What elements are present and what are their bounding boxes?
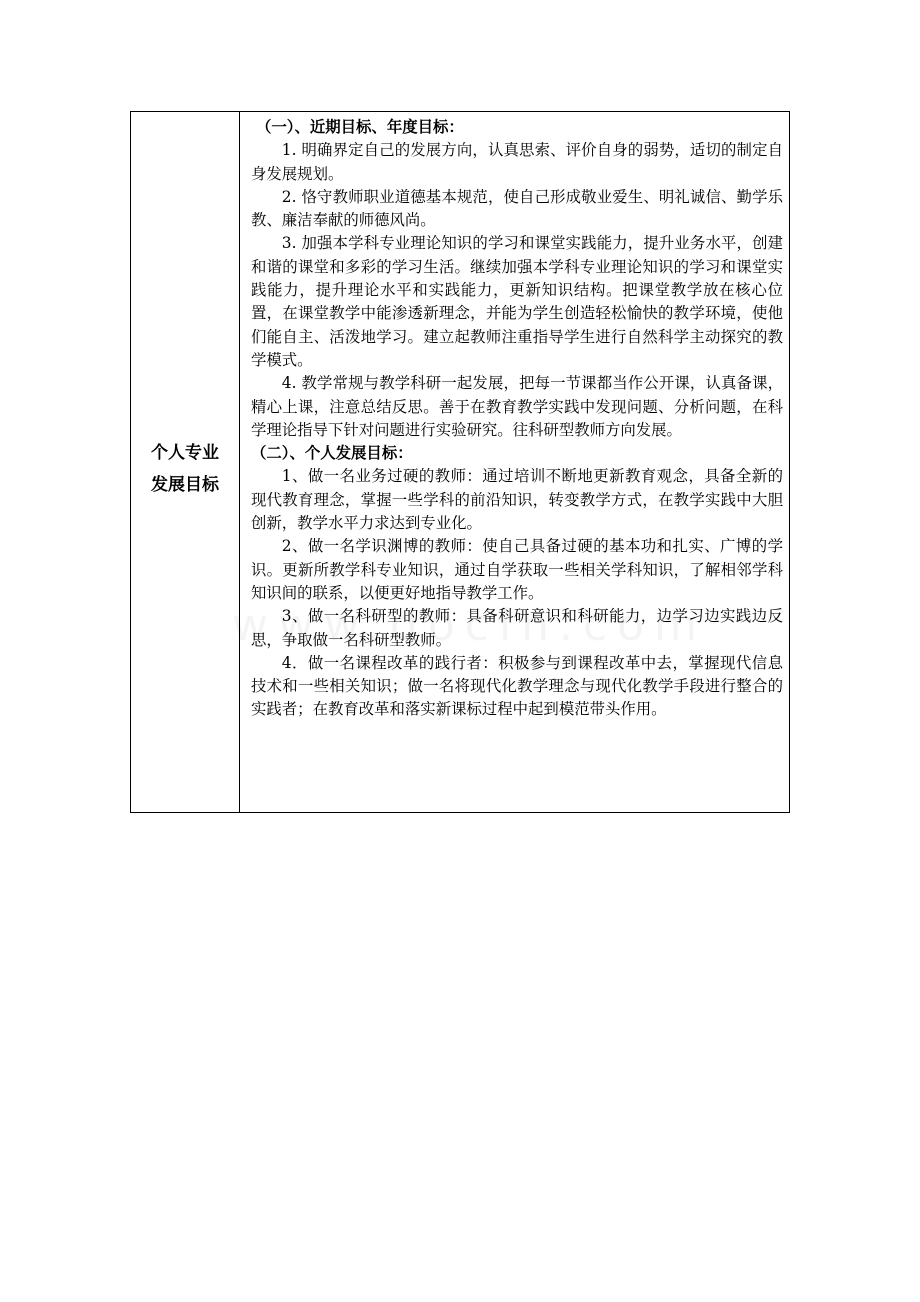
- section-heading-near-term: （一）、近期目标、年度目标：: [256, 118, 464, 136]
- personal-goal-1: 1、做一名业务过硬的教师：通过培训不断地更新教育观念，具备全新的现代教育理念，掌握一些学科的前沿知识，转变教学方式，在教学实践中大胆创新，教学水平力求达到专业化。: [251, 467, 783, 533]
- personal-goal-2: 2、做一名学识渊博的教师：使自己具备过硬的基本功和扎实、广博的学识。更新所教学科专业知识，通过自学获取一些相关学科知识，了解相邻学科知识间的联系，以便更好地指导教学工作。: [251, 537, 783, 602]
- row-label-line-2: 发展目标: [151, 475, 219, 495]
- near-term-goal-2: 2. 恪守教师职业道德基本规范，使自己形成敬业爱生、明礼诚信、勤学乐教、廉洁奉献的师德风尚。: [251, 187, 783, 230]
- personal-goal-4: 4．做一名课程改革的践行者：积极参与到课程改革中去，掌握现代信息技术和一些相关知识；做一名将现代化教学理念与现代化教学手段进行整合的实践者；在教育改革和落实新课标过程中起到模范带头作用。: [251, 653, 783, 719]
- personal-goal-3: 3、做一名科研型的教师：具备科研意识和科研能力，边学习边实践边反思，争取做一名科研型教师。: [251, 607, 783, 649]
- content-cell: [240, 112, 789, 812]
- near-term-goal-1: 1. 明确界定自己的发展方向，认真思索、评价自身的弱势，适切的制定自身发展规划。: [251, 141, 783, 183]
- near-term-goal-4: 4. 教学常规与教学科研一起发展，把每一节课都当作公开课，认真备课，精心上课，注意总结反思。善于在教育教学实践中发现问题、分析问题，在科学理论指导下针对问题进行实验研究。往科研型教师方向发展。: [251, 374, 783, 439]
- goals-table: [130, 111, 790, 813]
- near-term-goal-3: 3. 加强本学科专业理论知识的学习和课堂实践能力，提升业务水平，创建和谐的课堂和多彩的学习生活。继续加强本学科专业理论知识的学习和课堂实践能力，提升理论水平和实践能力，更新知识结构。把课堂教学放在核心位置，在课堂教学中能渗透新理念，并能为学生创造轻松愉快的教学环境，使他们能自主、活泼地学习。建立起教师注重指导学生进行自然科学主动探究的教学模式。: [251, 234, 783, 369]
- row-label: [151, 437, 219, 501]
- section-heading-personal: （二）、个人发展目标：: [251, 444, 413, 463]
- label-cell: [131, 112, 240, 812]
- row-label-line-1: 个人专业: [151, 443, 219, 463]
